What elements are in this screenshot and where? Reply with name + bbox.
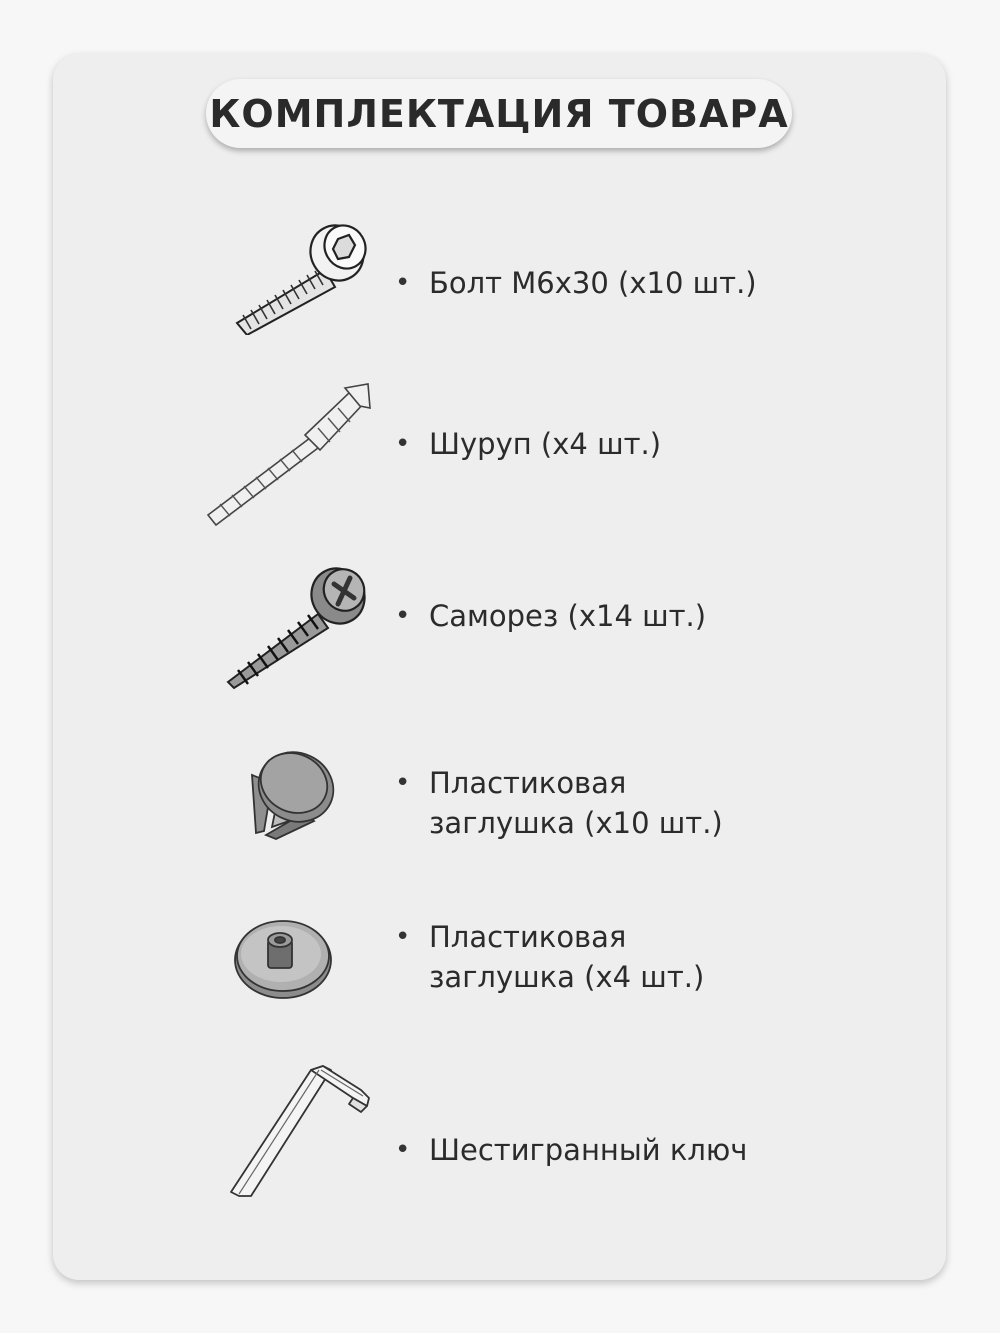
bullet-icon: •	[395, 1135, 411, 1165]
plastic-round-plug-icon	[232, 914, 334, 1002]
item-text: Шуруп (х4 шт.)	[429, 427, 662, 461]
bolt-icon	[225, 215, 370, 335]
screw-icon	[200, 380, 375, 530]
item-text: Саморез (х14 шт.)	[429, 599, 707, 633]
bullet-icon: •	[395, 922, 411, 952]
item-label	[395, 763, 829, 843]
item-label	[395, 917, 829, 997]
bullet-icon: •	[395, 768, 411, 798]
page-title: КОМПЛЕКТАЦИЯ ТОВАРА	[209, 91, 789, 136]
item-label	[395, 424, 829, 464]
title-badge	[206, 79, 792, 148]
item-text: Шестигранный ключ	[429, 1133, 748, 1167]
item-text: Болт М6х30 (х10 шт.)	[429, 266, 757, 300]
item-text-line-2: заглушка (х10 шт.)	[429, 806, 723, 840]
item-label	[395, 263, 829, 303]
self-tapping-screw-icon	[222, 562, 372, 692]
bullet-icon: •	[395, 601, 411, 631]
content-card	[53, 54, 946, 1280]
item-text-line-1: Пластиковая	[429, 920, 627, 954]
item-label	[395, 596, 829, 636]
item-label	[395, 1130, 829, 1170]
bullet-icon: •	[395, 268, 411, 298]
plastic-clip-plug-icon	[244, 745, 339, 843]
item-text-line-2: заглушка (х4 шт.)	[429, 960, 705, 994]
item-text-line-1: Пластиковая	[429, 766, 627, 800]
hex-key-icon	[225, 1062, 375, 1202]
bullet-icon: •	[395, 429, 411, 459]
